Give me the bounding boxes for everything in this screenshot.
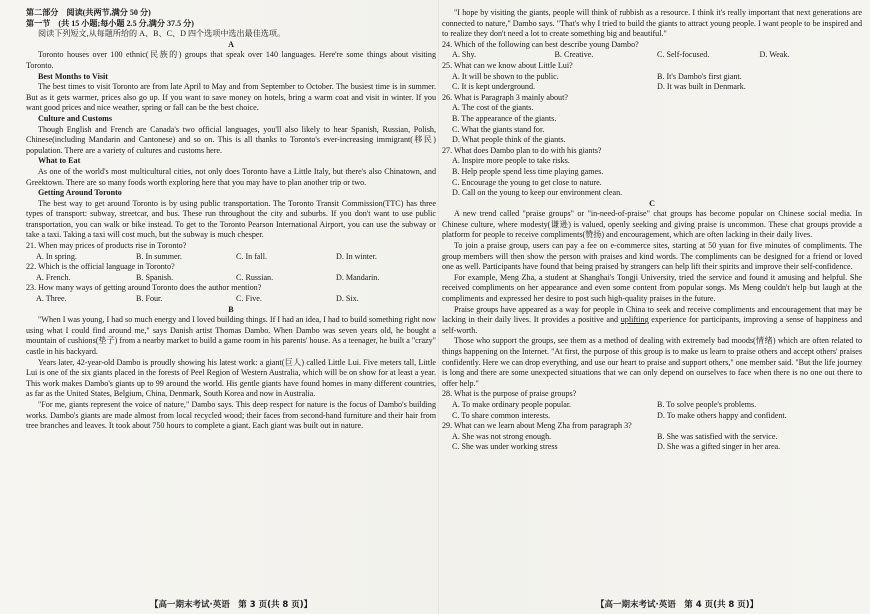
option[interactable]: D. To make others happy and confident.: [657, 410, 787, 420]
paragraph: The best times to visit Toronto are from late April to May and from September to October. The busiest time is in summer. But as it gets warmer, prices also go up. If you want to save money on hotels, bring a warm coat and visit in winter. If you want good prices and nice weather, spring or fall can be the best choice.: [26, 82, 436, 113]
part-title: 第二部分 阅读(共两节,满分 50 分): [26, 8, 151, 17]
option[interactable]: C. It is kept underground.: [452, 82, 536, 92]
passage-a-intro: Toronto houses over 100 ethnic(民族的) groups that speak over 140 languages. Here're some things about visiting Toronto.: [26, 50, 436, 70]
question-21-options: [26, 252, 436, 263]
question-29-options-row2: [442, 442, 862, 453]
question-25: 25. What can we know about Little Lui?: [442, 60, 573, 70]
option[interactable]: B. In summer.: [136, 251, 182, 261]
question-24-options: [442, 50, 862, 61]
option[interactable]: D. What people think of the giants.: [452, 135, 566, 145]
passage-c-letter: C: [649, 198, 655, 208]
question-24: 24. Which of the following can best describe young Dambo?: [442, 39, 639, 49]
paragraph: For example, Meng Zha, a student at Shanghai's Tongji University, tried the service and found it amusing and helpful. She received compliments on her appearance and even some content from popular songs. Ms Meng couldn't help but laugh at the compliments and expressed her desire to post such high-quality praises in the future.: [442, 272, 862, 304]
question-27: 27. What does Dambo plan to do with his giants?: [442, 145, 602, 155]
paragraph: Those who support the groups, see them as a method of dealing with extremely bad moods(情绪) which are often related to things happening on the Internet. "At first, the purpose of this group is to make us learn to praise others and accept others' praises confidently. Here we can drop everything, and use our heart to praise and support others," one member said. "But the life journey is long and there are some unexpected situations that we can only depend on ourselves to face when there is no one out there to offer help.": [442, 336, 862, 388]
option[interactable]: B. Spanish.: [136, 272, 174, 282]
heading-getting-around: Getting Around Toronto: [38, 188, 122, 198]
passage-a-letter: A: [228, 39, 234, 49]
underlined-word: uplifting: [620, 315, 649, 325]
option[interactable]: A. She was not strong enough.: [452, 431, 552, 441]
option[interactable]: B. Four.: [136, 294, 163, 304]
paragraph: Years later, 42-year-old Dambo is proudly showing his latest work: a giant(巨人) called Little Lui. Five meters tall, Little Lui is one of the six giants placed in the forests of Peel Region of Western Australia, which will be on show for at least a year. This work makes Dambo's giants up to 99 around the world. His gentle giants have found homes in many different countries, as far as the United States, Belgium, China, Denmark, South Korea and now in Australia.: [26, 357, 436, 399]
paragraph: The best way to get around Toronto is by using public transportation. The Toronto Transit Commission(TTC) has three types of transport: subway, streetcar, and bus. These run throughout the city and suburbs. If you don't want to use public transportation, you can walk or bike instead. To get to the Toronto Pearson International Airport, you can use the subway or take a taxi. Taking a taxi will cost much, but the subway is much chesper.: [26, 198, 436, 240]
option[interactable]: D. Weak.: [759, 50, 790, 60]
left-page: [26, 8, 436, 432]
question-22: 22. Which is the official language in Toronto?: [26, 262, 175, 272]
option[interactable]: B. The appearance of the giants.: [452, 113, 557, 123]
question-29: 29. What can we learn about Meng Zha from paragraph 3?: [442, 421, 632, 431]
option[interactable]: C. Russian.: [236, 272, 274, 282]
question-28-options-row1: [442, 400, 862, 411]
question-25-options-row1: [442, 72, 862, 83]
option[interactable]: A. To make ordinary people popular.: [452, 399, 572, 409]
option[interactable]: C. Encourage the young to get close to nature.: [452, 177, 602, 187]
paragraph: "When I was young, I had so much energy and I loved building things. If I had an idea, I had to build something right now using what I could find around me," says Danish artist Thomas Dambo. When Dambo was seven years old, he bought a mountain of cushions(垫子) from a nearby market to build a game room in his parents' house. As a teenager, he built a "crazy" castle in his backyard.: [26, 315, 436, 356]
option[interactable]: D. Mandarin.: [336, 272, 380, 282]
paragraph: "For me, giants represent the voice of nature," Dambo says. This deep respect for nature is the focus of Dambo's building works. Dambo's giants are made almost from local recycled wood; their faces from second-hand furniture and their hair from tree branches and leaves. It took about 750 hours to complete a giant. Each giant was built out in nature.: [26, 399, 436, 431]
heading-best-months: Best Months to Visit: [38, 71, 108, 81]
option[interactable]: C. She was under working stress: [452, 442, 558, 452]
paragraph-text: Praise groups have appeared as a way for people in China to seek and receive compliments and encouragement that may be lacking in their daily lives. It provides a positive and: [442, 304, 862, 325]
instruction: 阅读下列短文,从每题所给的 A、B、C、D 四个选项中选出最佳选项。: [38, 29, 286, 39]
paragraph: Though English and French are Canada's two official languages, you'll also likely to hear Spanish, Russian, Polish, Chinese(including Mandarin and Cantonese) and so on. This is all thanks to Toronto's ever-increasing immigrant(移民) population. There are a variety of cultures and customs here.: [26, 124, 436, 155]
question-28: 28. What is the purpose of praise groups?: [442, 389, 577, 399]
question-22-options: [26, 273, 436, 284]
option[interactable]: D. Six.: [336, 294, 359, 304]
page-divider: [438, 0, 439, 614]
right-page-footer: 【高一期末考试·英语 第 4 页(共 8 页)】: [596, 600, 759, 610]
option[interactable]: A. In spring.: [36, 251, 77, 261]
question-23-options: [26, 294, 436, 305]
section-title: 第一节 (共 15 小题;每小题 2.5 分,满分 37.5 分): [26, 18, 194, 28]
question-21: 21. When may prices of products rise in Toronto?: [26, 241, 187, 251]
option[interactable]: D. She was a gifted singer in her area.: [657, 442, 781, 452]
option[interactable]: B. She was satisfied with the service.: [657, 431, 778, 441]
option[interactable]: D. Call on the young to keep our environment clean.: [452, 188, 623, 198]
option[interactable]: B. Creative.: [554, 50, 594, 60]
option[interactable]: C. Five.: [236, 294, 262, 304]
paragraph: To join a praise group, users can pay a fee on e-commerce sites, starting at 50 yuan for five minutes of compliments. The group members will then show the person with praises and kind words. The compliments can be designed for a friend or loved one as well. Participants have found that being praised by strangers can help lift their spirits and improve their self-confidence.: [442, 241, 862, 272]
option[interactable]: C. In fall.: [236, 251, 268, 261]
question-26: 26. What is Paragraph 3 mainly about?: [442, 92, 568, 102]
question-29-options-row1: [442, 432, 862, 443]
option[interactable]: B. It's Dambo's first giant.: [657, 71, 742, 81]
option[interactable]: C. What the giants stand for.: [452, 124, 545, 134]
option[interactable]: A. Inspire more people to take risks.: [452, 156, 570, 166]
question-23: 23. How many ways of getting around Toronto does the author mention?: [26, 283, 262, 293]
right-page: [442, 8, 862, 453]
paragraph: A new trend called "praise groups" or "in-need-of-praise" chat groups has become popular on Chinese social media. In Chinese culture, where modesty(谦逊) is valued, openly seeking and giving praise is uncommon. These chat groups provide a platform for people to receive compliments(赞扬) and encouragement, which are often lacking in their daily lives.: [442, 209, 862, 240]
passage-b-letter: B: [228, 304, 234, 314]
paragraph: As one of the world's most multicultural cities, not only does Toronto have a Little Italy, but there's also Chinatown, and Greektown. There are so many foods worth exploring here that you may have to plan another trip or two.: [26, 166, 436, 187]
option[interactable]: D. In winter.: [336, 251, 377, 261]
option[interactable]: C. To share common interests.: [452, 410, 551, 420]
question-28-options-row2: [442, 411, 862, 422]
option[interactable]: A. Three.: [36, 294, 67, 304]
option[interactable]: B. Help people spend less time playing games.: [452, 166, 604, 176]
option[interactable]: A. The cost of the giants.: [452, 103, 534, 113]
option[interactable]: B. To solve people's problems.: [657, 399, 757, 409]
option[interactable]: A. It will be shown to the public.: [452, 71, 559, 81]
heading-what-to-eat: What to Eat: [38, 156, 81, 166]
option[interactable]: D. It was built in Denmark.: [657, 82, 746, 92]
option[interactable]: C. Self-focused.: [657, 50, 710, 60]
heading-culture: Culture and Customs: [38, 113, 113, 123]
left-page-footer: 【高一期末考试·英语 第 3 页(共 8 页)】: [150, 600, 313, 610]
question-25-options-row2: [442, 82, 862, 93]
paragraph: "I hope by visiting the giants, people will think of rubbish as a resource. I think it's really important that next generations are connected to nature," Dambo says. "That's why I tried to build the giants to attract young people. I want people to be inspired and to realize they don't need a lot to create something big and beautiful.": [442, 8, 862, 39]
option[interactable]: A. Shy.: [452, 50, 476, 60]
paragraph: [442, 305, 862, 337]
paragraph-text: experience for participants, improving a sense of happiness and self-worth.: [442, 315, 863, 335]
option[interactable]: A. French.: [36, 272, 71, 282]
